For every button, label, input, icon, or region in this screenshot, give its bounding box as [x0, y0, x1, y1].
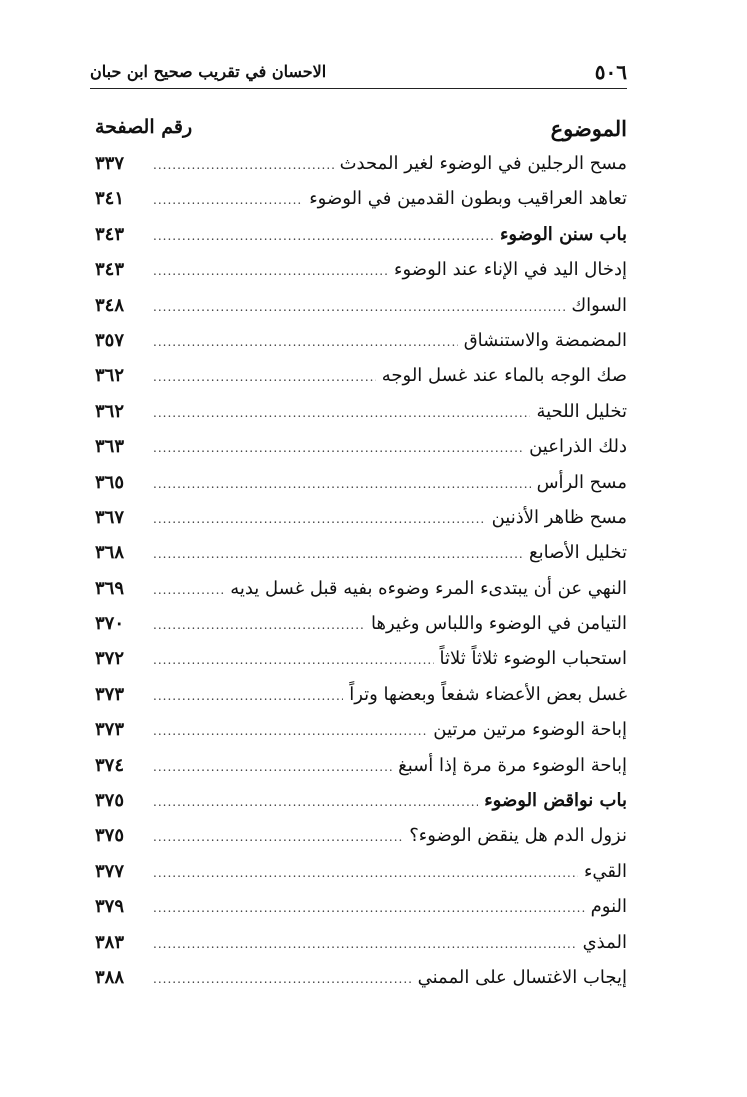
- index-entry-row: [95, 295, 627, 330]
- entry-title: مسح ظاهر الأذنين: [491, 506, 627, 528]
- entry-title: تخليل اللحية: [536, 400, 627, 422]
- index-entry-row: [95, 719, 627, 754]
- entry-page-number: ٣٦٢: [95, 365, 125, 387]
- entry-title: مسح الرجلين في الوضوء لغير المحدث: [339, 153, 627, 174]
- index-entry-row: [95, 436, 627, 471]
- index-entry-row: [95, 967, 627, 1002]
- entry-page-number: ٣٤٣: [95, 259, 125, 281]
- dot-leader: [153, 937, 577, 951]
- index-entry-row: [95, 365, 627, 400]
- chapter-heading-row: [95, 790, 627, 825]
- entry-title: باب سنن الوضوء: [499, 223, 627, 245]
- entry-page-number: ٣٦٩: [95, 577, 125, 599]
- entry-title: إدخال اليد في الإناء عند الوضوء: [394, 259, 627, 281]
- dot-leader: [153, 972, 412, 986]
- dot-leader: [153, 158, 334, 172]
- index-entry-row: [95, 613, 627, 648]
- index-entry-row: [95, 259, 627, 294]
- entry-page-number: ٣٦٧: [95, 506, 125, 528]
- dot-leader: [153, 583, 224, 597]
- entry-title: السواك: [571, 294, 627, 316]
- topic-column-header: الموضوع: [550, 116, 627, 141]
- entry-page-number: ٣٧٣: [95, 683, 125, 705]
- dot-leader: [153, 760, 392, 774]
- dot-leader: [153, 406, 530, 420]
- entry-title: تعاهد العراقيب وبطون القدمين في الوضوء: [309, 188, 627, 210]
- entry-title: إباحة الوضوء مرة مرة إذا أسبغ: [398, 754, 627, 776]
- entry-title: النوم: [590, 896, 627, 918]
- dot-leader: [153, 866, 578, 880]
- entry-title: المضمضة والاستنشاق: [463, 329, 627, 351]
- entry-page-number: ٣٨٣: [95, 931, 125, 953]
- index-entry-row: [95, 755, 627, 790]
- entry-page-number: ٣٧٠: [95, 613, 125, 635]
- entry-title: القيء: [583, 860, 627, 882]
- entry-page-number: ٣٣٧: [95, 153, 125, 174]
- index-entry-row: [95, 932, 627, 967]
- index-entry-row: [95, 861, 627, 896]
- page-column-header: رقم الصفحة: [95, 116, 193, 138]
- entry-page-number: ٣٥٧: [95, 329, 125, 351]
- dot-leader: [153, 335, 458, 349]
- entry-title: نزول الدم هل ينقض الوضوء؟: [409, 825, 627, 847]
- entry-title: النهي عن أن يبتدىء المرء وضوءه بفيه قبل غسل يديه: [230, 577, 627, 599]
- entry-title: استحباب الوضوء ثلاثاً ثلاثاً: [439, 648, 627, 670]
- entry-page-number: ٣٦٥: [95, 471, 125, 493]
- entry-title: صك الوجه بالماء عند غسل الوجه: [381, 365, 627, 387]
- entry-title: التيامن في الوضوء واللباس وغيرها: [371, 613, 627, 635]
- dot-leader: [153, 830, 403, 844]
- entry-title: إباحة الوضوء مرتين مرتين: [433, 719, 627, 741]
- entry-page-number: ٣٤٣: [95, 223, 125, 245]
- dot-leader: [153, 441, 523, 455]
- index-entry-row: [95, 507, 627, 542]
- index-entry-row: [95, 684, 627, 719]
- dot-leader: [153, 193, 303, 207]
- dot-leader: [153, 689, 343, 703]
- entry-title: المذي: [582, 931, 627, 953]
- entry-page-number: ٣٧٥: [95, 825, 125, 847]
- index-entry-row: [95, 578, 627, 613]
- entry-page-number: ٣٦٢: [95, 400, 125, 422]
- entry-title: دلك الذراعين: [529, 436, 627, 458]
- index-entry-row: [95, 188, 627, 223]
- index-entry-row: [95, 330, 627, 365]
- entry-page-number: ٣٧٢: [95, 648, 125, 670]
- dot-leader: [153, 901, 585, 915]
- dot-leader: [153, 370, 376, 384]
- dot-leader: [153, 512, 486, 526]
- index-entry-row: [95, 896, 627, 931]
- entry-title: تخليل الأصابع: [529, 542, 627, 564]
- index-entry-row: [95, 472, 627, 507]
- entry-page-number: ٣٤٨: [95, 294, 125, 316]
- entry-page-number: ٣٧٥: [95, 790, 125, 812]
- entry-title: إيجاب الاغتسال على الممني: [417, 966, 627, 988]
- entry-page-number: ٣٧٤: [95, 754, 125, 776]
- dot-leader: [153, 300, 565, 314]
- index-entry-row: [95, 153, 627, 188]
- running-header: [90, 58, 627, 89]
- entry-page-number: ٣٨٨: [95, 966, 125, 988]
- entry-page-number: ٣٧٧: [95, 860, 125, 882]
- dot-leader: [153, 724, 427, 738]
- entry-page-number: ٣٤١: [95, 188, 125, 210]
- column-headers: [95, 116, 627, 146]
- entry-page-number: ٣٧٩: [95, 896, 125, 918]
- dot-leader: [153, 264, 388, 278]
- book-title: الاحسان في تقريب صحيح ابن حبان: [90, 62, 327, 81]
- entry-title: مسح الرأس: [536, 471, 627, 493]
- chapter-heading-row: [95, 224, 627, 259]
- page-number: ٥٠٦: [594, 60, 627, 84]
- index-entry-row: [95, 401, 627, 436]
- entry-title: باب نواقض الوضوء: [484, 790, 627, 812]
- entry-page-number: ٣٦٨: [95, 542, 125, 564]
- dot-leader: [153, 477, 531, 491]
- entry-page-number: ٣٦٣: [95, 436, 125, 458]
- dot-leader: [153, 618, 365, 632]
- dot-leader: [153, 547, 523, 561]
- dot-leader: [153, 229, 494, 243]
- index-entries: [95, 153, 627, 1002]
- entry-page-number: ٣٧٣: [95, 719, 125, 741]
- entry-title: غسل بعض الأعضاء شفعاً وبعضها وتراً: [349, 683, 627, 705]
- dot-leader: [153, 653, 434, 667]
- dot-leader: [153, 795, 478, 809]
- index-entry-row: [95, 648, 627, 683]
- index-entry-row: [95, 825, 627, 860]
- index-entry-row: [95, 542, 627, 577]
